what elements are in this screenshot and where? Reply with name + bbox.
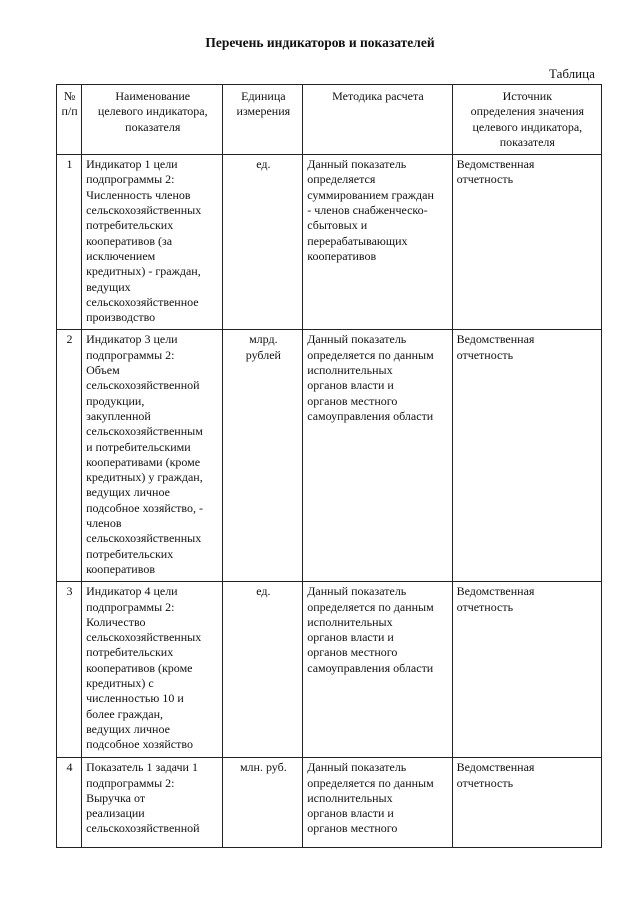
data-source: Ведомственная отчетность xyxy=(452,330,601,582)
calculation-method: Данный показатель определяется по данным исполнительных органов власти и органов местного xyxy=(303,758,452,848)
indicator-name: Индикатор 4 цели подпрограммы 2: Количество сельскохозяйственных потребительских кооперативов (кроме кредитных) с численностью 10 и более граждан, ведущих личное подсобное хозяйство xyxy=(82,582,223,758)
table-row xyxy=(57,582,602,758)
table-caption: Таблица xyxy=(549,66,595,81)
data-source: Ведомственная отчетность xyxy=(452,582,601,758)
header-unit: Единица измерения xyxy=(223,85,303,155)
calculation-method: Данный показатель определяется по данным исполнительных органов власти и органов местного самоуправления области xyxy=(303,582,452,758)
table-header-row xyxy=(57,85,602,155)
unit-of-measure: млрд. рублей xyxy=(223,330,303,582)
table-row xyxy=(57,758,602,848)
header-indicator-name: Наименование целевого индикатора, показателя xyxy=(82,85,223,155)
header-number: № п/п xyxy=(57,85,82,155)
data-source: Ведомственная отчетность xyxy=(452,758,601,848)
table-row xyxy=(57,155,602,330)
indicators-table xyxy=(56,84,602,848)
unit-of-measure: млн. руб. xyxy=(223,758,303,848)
row-number: 2 xyxy=(57,330,82,582)
unit-of-measure: ед. xyxy=(223,155,303,330)
indicator-name: Показатель 1 задачи 1 подпрограммы 2: Выручка от реализации сельскохозяйственной xyxy=(82,758,223,848)
row-number: 1 xyxy=(57,155,82,330)
indicator-name: Индикатор 1 цели подпрограммы 2: Численность членов сельскохозяйственных потребительских кооперативов (за исключением кредитных) - граждан, ведущих сельскохозяйственное производство xyxy=(82,155,223,330)
header-method: Методика расчета xyxy=(303,85,452,155)
table-row xyxy=(57,330,602,582)
row-number: 3 xyxy=(57,582,82,758)
page-title: Перечень индикаторов и показателей xyxy=(205,35,435,50)
calculation-method: Данный показатель определяется по данным исполнительных органов власти и органов местного самоуправления области xyxy=(303,330,452,582)
calculation-method: Данный показатель определяется суммированием граждан - членов снабженческо- сбытовых и перерабатывающих кооперативов xyxy=(303,155,452,330)
row-number: 4 xyxy=(57,758,82,848)
unit-of-measure: ед. xyxy=(223,582,303,758)
indicator-name: Индикатор 3 цели подпрограммы 2: Объем сельскохозяйственной продукции, закупленной сельскохозяйственным и потребительскими кооперативами (кроме кредитных) у граждан, ведущих личное подсобное хозяйство, - членов сельскохозяйственных потребительских кооперативов xyxy=(82,330,223,582)
header-source: Источник определения значения целевого индикатора, показателя xyxy=(452,85,601,155)
data-source: Ведомственная отчетность xyxy=(452,155,601,330)
